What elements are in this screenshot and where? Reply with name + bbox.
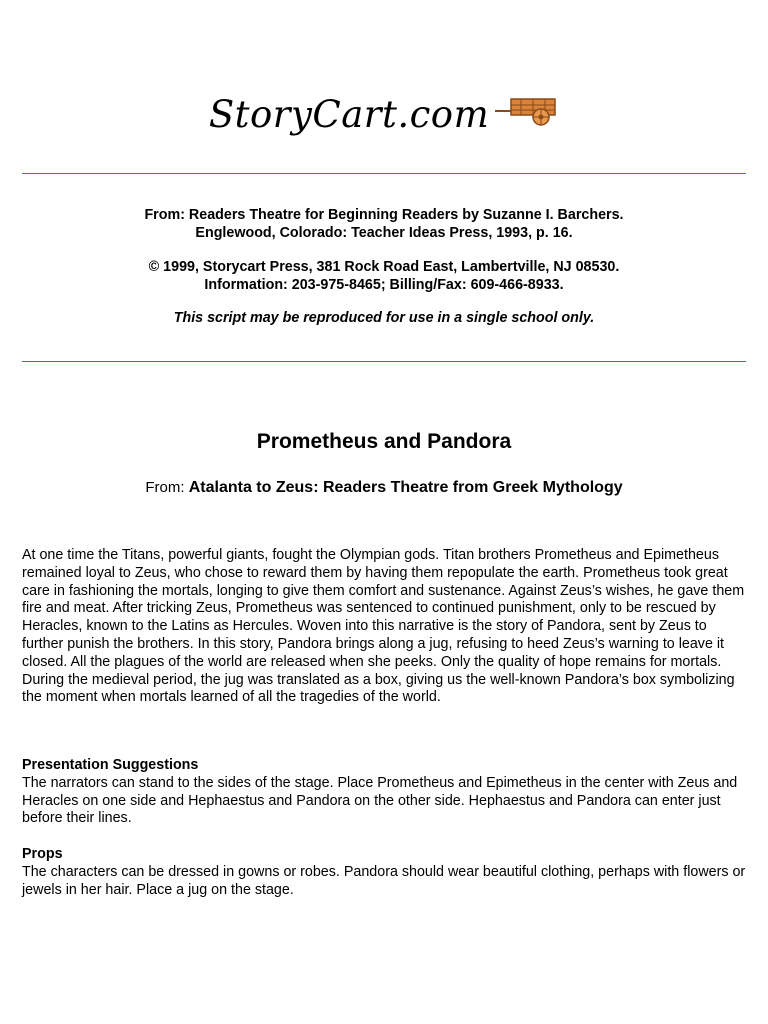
story-title: Prometheus and Pandora (256, 430, 512, 453)
site-logo (0, 88, 768, 140)
story-source (0, 479, 768, 497)
copyright-line: © 1999, Storycart Press, 381 Rock Road East, Lambertville, NJ 08530. (148, 259, 620, 275)
reproduction-notice: This script may be reproduced for use in a single school only. (173, 310, 595, 326)
presentation-text: The narrators can stand to the sides of the stage. Place Prometheus and Epimetheus in the center with Zeus and Heracles on one side and Hephaestus and Pandora on the other side. Hephaestus and Pandora can enter just before their lines. (22, 774, 738, 827)
presentation-section (22, 757, 748, 828)
props-heading: Props (22, 846, 63, 862)
source-citation (22, 206, 746, 242)
props-text: The characters can be dressed in gowns or robes. Pandora should wear beautiful clothing, perhaps with flowers or jewels in her hair. Place a jug on the stage. (22, 863, 746, 898)
logo-text: StoryCart.com (208, 92, 490, 136)
bottom-divider (22, 361, 746, 362)
source-line-1: From: Readers Theatre for Beginning Readers by Suzanne I. Barchers. (144, 207, 624, 223)
publisher-info (22, 258, 746, 294)
contact-line: Information: 203-975-8465; Billing/Fax: 609-466-8933. (204, 277, 564, 293)
props-section (22, 846, 748, 899)
intro-paragraph: At one time the Titans, powerful giants, fought the Olympian gods. Titan brothers Prometheus and Epimetheus remained loyal to Zeus, who chose to reward them by having them repopulate the earth. Prometheus took great care in fashioning the mortals, longing to give them comfort and sustenance. Against Zeus’s wishes, he gave them fire and meat. After tricking Zeus, Prometheus was sentenced to continued punishment, only to be rescued by Heracles, known to the Latins as Hercules. Woven into this narrative is the story of Pandora, sent by Zeus to further punish the brothers. In this story, Pandora brings along a jug, refusing to heed Zeus’s warning to leave it closed. All the plagues of the world are released when she peeks. Only the quality of hope remains for mortals. During the medieval period, the jug was translated as a box, giving us the well-known Pandora’s box symbolizing the moment when mortals learned of all the tragedies of the world. (22, 547, 745, 706)
from-label: From: (145, 479, 185, 496)
cart-icon (495, 93, 559, 127)
source-book-title: Atalanta to Zeus: Readers Theatre from Greek Mythology (188, 479, 623, 496)
top-divider (22, 173, 746, 174)
source-line-2: Englewood, Colorado: Teacher Ideas Press, 1993, p. 16. (195, 225, 573, 241)
presentation-heading: Presentation Suggestions (22, 757, 199, 773)
